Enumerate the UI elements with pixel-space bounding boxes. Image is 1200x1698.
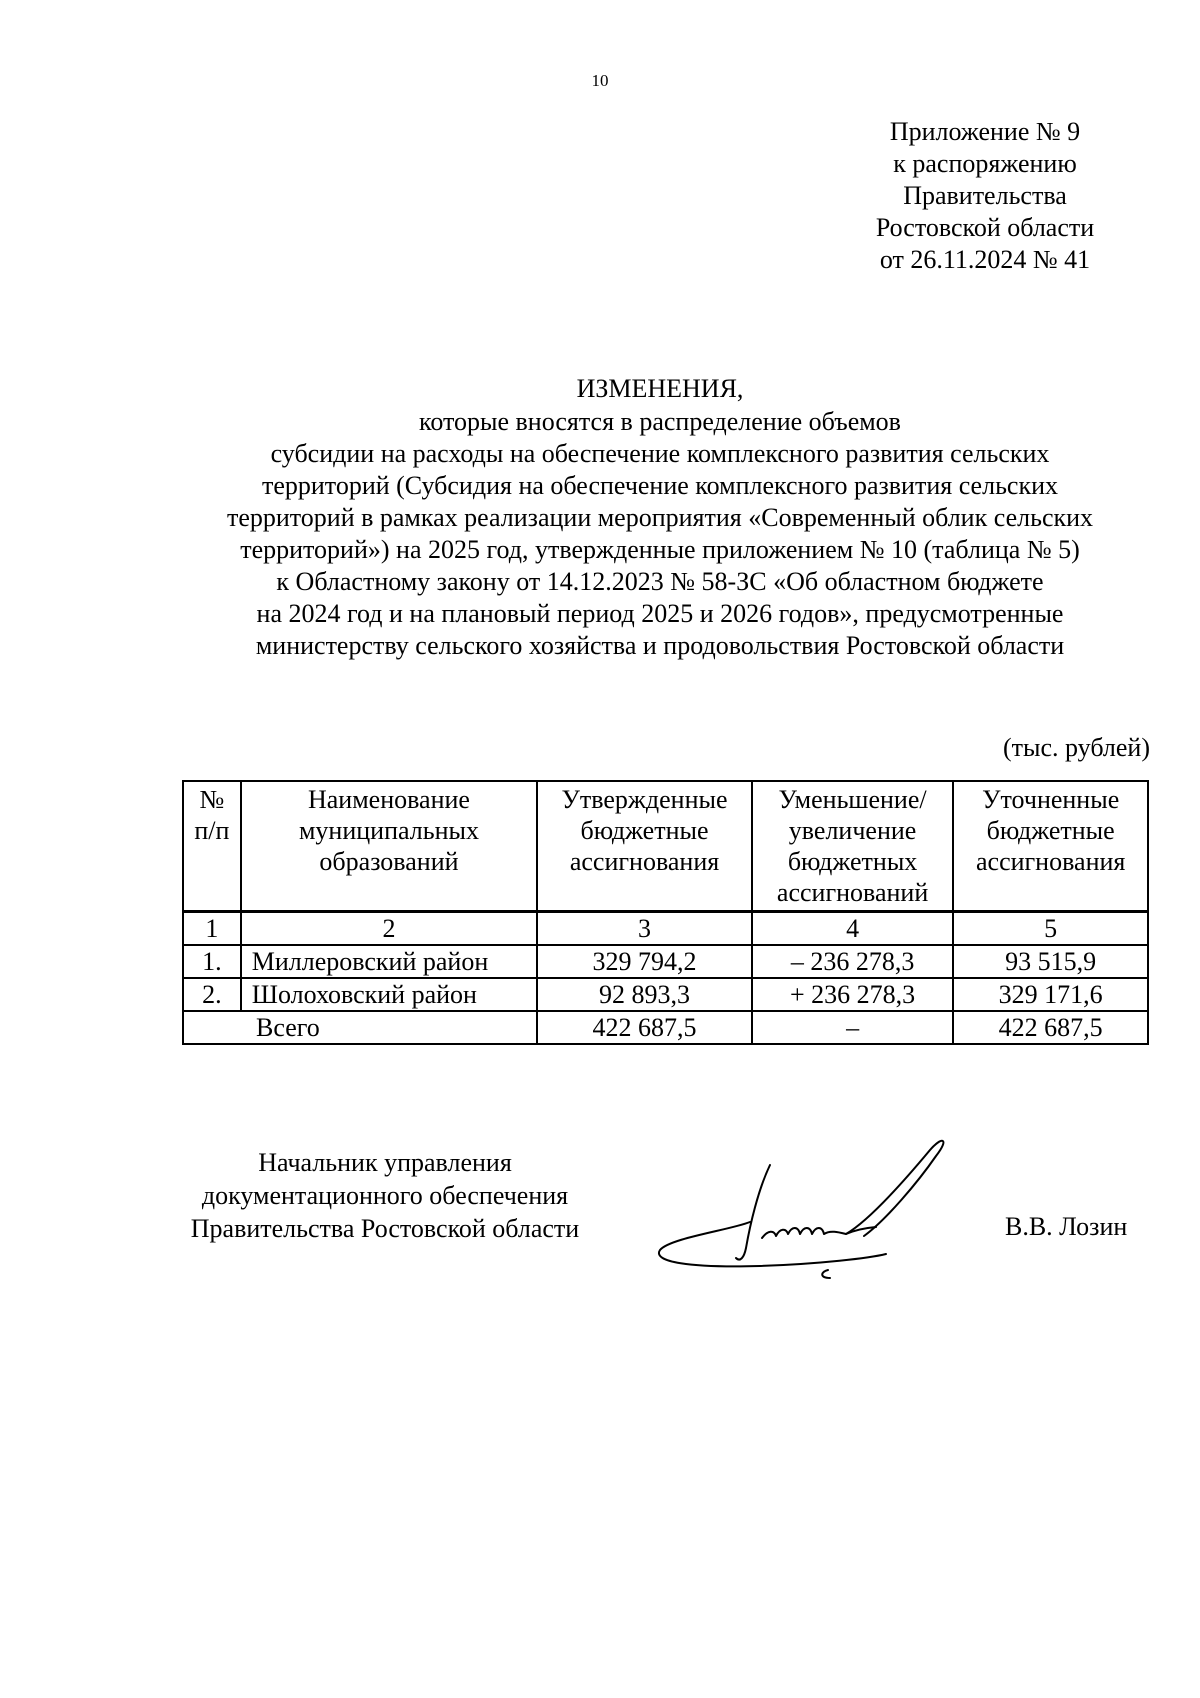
municipality-name: Миллеровский район xyxy=(241,945,538,978)
header-cell-name: Наименование муниципальных образований xyxy=(241,781,538,912)
column-number: 4 xyxy=(752,912,954,946)
position-line: Начальник управления xyxy=(258,1148,512,1177)
appendix-line: от 26.11.2024 № 41 xyxy=(879,245,1091,274)
row-number: 1. xyxy=(183,945,241,978)
header-cell-number: № п/п xyxy=(183,781,241,912)
change-value: + 236 278,3 xyxy=(752,978,954,1011)
municipality-name: Шолоховский район xyxy=(241,978,538,1011)
signer-name: В.В. Лозин xyxy=(1005,1212,1128,1241)
position-line: Правительства Ростовской области xyxy=(190,1214,580,1243)
total-approved: 422 687,5 xyxy=(537,1011,752,1044)
signatory-position xyxy=(170,1146,600,1245)
handwritten-signature xyxy=(650,1130,980,1290)
table-total-row xyxy=(183,1011,1148,1044)
header-cell-approved: Утвержденные бюджетные ассигнования xyxy=(537,781,752,912)
subtitle-line: на 2024 год и на плановый период 2025 и 2026 годов», предусмотренные xyxy=(256,599,1064,628)
header-cell-revised: Уточненные бюджетные ассигнования xyxy=(953,781,1148,912)
column-number: 2 xyxy=(241,912,538,946)
subtitle-line: территорий») на 2025 год, утвержденные приложением № 10 (таблица № 5) xyxy=(240,535,1080,564)
subtitle-line: территорий в рамках реализации мероприятия «Современный облик сельских xyxy=(226,503,1094,532)
row-number: 2. xyxy=(183,978,241,1011)
appendix-line: Правительства xyxy=(903,181,1067,210)
appendix-line: к распоряжению xyxy=(893,149,1077,178)
revised-value: 329 171,6 xyxy=(953,978,1148,1011)
column-number: 5 xyxy=(953,912,1148,946)
appendix-line: Приложение № 9 xyxy=(889,117,1081,146)
document-title: ИЗМЕНЕНИЯ, xyxy=(576,374,744,403)
total-revised: 422 687,5 xyxy=(953,1011,1148,1044)
column-number: 3 xyxy=(537,912,752,946)
approved-value: 329 794,2 xyxy=(537,945,752,978)
total-label: Всего xyxy=(183,1011,537,1044)
total-change: – xyxy=(752,1011,954,1044)
subtitle-line: территорий (Субсидия на обеспечение комплексного развития сельских xyxy=(261,471,1059,500)
subtitle-line: субсидии на расходы на обеспечение комплексного развития сельских xyxy=(270,439,1050,468)
subtitle-line: которые вносятся в распределение объемов xyxy=(419,407,901,436)
subtitle-line: министерству сельского хозяйства и продовольствия Ростовской области xyxy=(255,631,1065,660)
change-value: – 236 278,3 xyxy=(752,945,954,978)
position-line: документационного обеспечения xyxy=(201,1181,569,1210)
subtitle-line: к Областному закону от 14.12.2023 № 58-ЗС «Об областном бюджете xyxy=(276,567,1044,596)
revised-value: 93 515,9 xyxy=(953,945,1148,978)
page-number: 10 xyxy=(591,71,609,90)
table-row xyxy=(183,978,1148,1011)
approved-value: 92 893,3 xyxy=(537,978,752,1011)
units-label: (тыс. рублей) xyxy=(1002,733,1150,762)
column-number-row xyxy=(183,912,1148,946)
table-row xyxy=(183,945,1148,978)
appendix-line: Ростовской области xyxy=(875,213,1095,242)
budget-table xyxy=(182,780,1149,1045)
document-title-block xyxy=(100,373,1200,662)
appendix-heading xyxy=(820,116,1150,276)
table-header-row xyxy=(183,781,1148,912)
header-cell-change: Уменьшение/ увеличение бюджетных ассигнований xyxy=(752,781,954,912)
column-number: 1 xyxy=(183,912,241,946)
